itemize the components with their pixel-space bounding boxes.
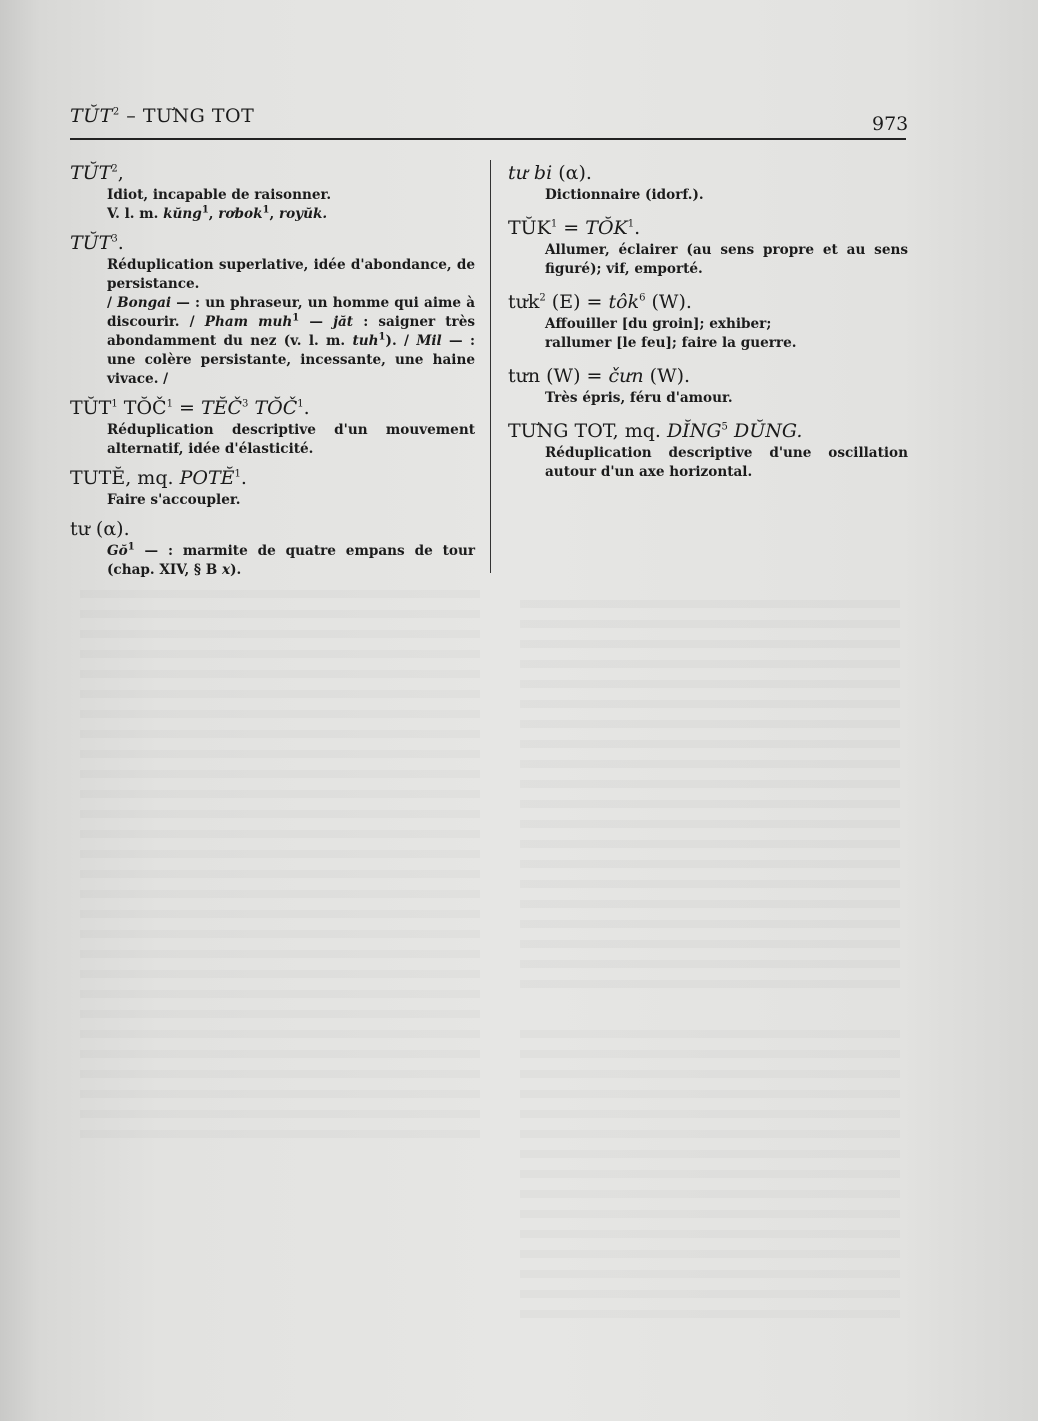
header-rule <box>70 138 906 140</box>
definition: Très épris, féru d'amour. <box>545 390 733 406</box>
dictionary-entry <box>70 516 475 580</box>
definition-examples: / Bongai — : un phraseur, un homme qui aime à discourir. / Pham muh$^1$ — jăt : saigner très abondamment du nez (v. l. m. tuh$^1$). / Mil — : une colère persistante, incessante, une haine vivace. / <box>107 295 476 387</box>
dictionary-entry <box>508 215 908 279</box>
show-through-ghost <box>520 1030 900 1330</box>
dictionary-entry <box>70 160 475 224</box>
dictionary-entry <box>70 395 475 459</box>
headword: TŬT$^3$. <box>70 232 124 254</box>
dictionary-entry <box>70 465 475 510</box>
definition: Idiot, incapable de raisonner. <box>107 187 332 203</box>
headword: $TŬK^1$ = $TŎK^1$. <box>508 217 641 239</box>
running-head-italic: TŬT <box>70 105 113 127</box>
definition: Allumer, éclairer (au sens propre et au sens figuré); vif, emporté. <box>545 242 908 277</box>
show-through-ghost <box>520 600 900 1000</box>
page-number: 973 <box>872 113 909 135</box>
definition: rallumer [le feu]; faire la guerre. <box>545 335 797 351</box>
headword: TUTĔ, mq. POTĔ$^1$. <box>70 467 247 489</box>
headword: tư bi (α). <box>508 162 592 184</box>
definition: Faire s'accoupler. <box>107 492 241 508</box>
headword: TŬT$^2$, <box>70 162 124 184</box>
running-head <box>70 105 254 127</box>
dictionary-entry <box>70 230 475 389</box>
running-head-sup: 2 <box>112 106 120 118</box>
left-column <box>70 160 475 586</box>
definition: Réduplication descriptive d'une oscillation autour d'un axe horizontal. <box>545 445 908 480</box>
definition: Dictionnaire (idorf.). <box>545 187 704 203</box>
definition: V. l. m. kŭng$^1$, rơbok$^1$, royŭk. <box>107 204 328 222</box>
running-head-rest: – TƯNG TOT <box>119 105 255 127</box>
headword: tư (α). <box>70 518 130 540</box>
dictionary-entry <box>508 160 908 205</box>
headword: tưk$^2$ (E) = tôk$^6$ (W). <box>508 291 692 313</box>
right-column <box>508 160 908 488</box>
dictionary-entry <box>508 418 908 482</box>
definition: Réduplication descriptive d'un mouvement alternatif, idée d'élasticité. <box>107 422 475 457</box>
column-divider <box>490 160 491 573</box>
headword: tưn (W) = čưn (W). <box>508 365 691 387</box>
headword: TƯNG TOT, mq. DĬNG$^5$ DŬNG. <box>508 420 803 442</box>
show-through-ghost <box>80 590 480 1150</box>
headword: TŬT$^1$ $TŎČ^1$ = $TĔČ^3$ TŎČ$^1$. <box>70 397 310 419</box>
definition: Affouiller [du groin]; exhiber; <box>545 316 772 332</box>
definition: $Gŏ^1$ — : marmite de quatre empans de tour (chap. XIV, § B x). <box>107 541 475 578</box>
dictionary-entry <box>508 289 908 353</box>
definition: Réduplication superlative, idée d'abondance, de persistance. <box>107 257 475 292</box>
dictionary-entry <box>508 363 908 408</box>
